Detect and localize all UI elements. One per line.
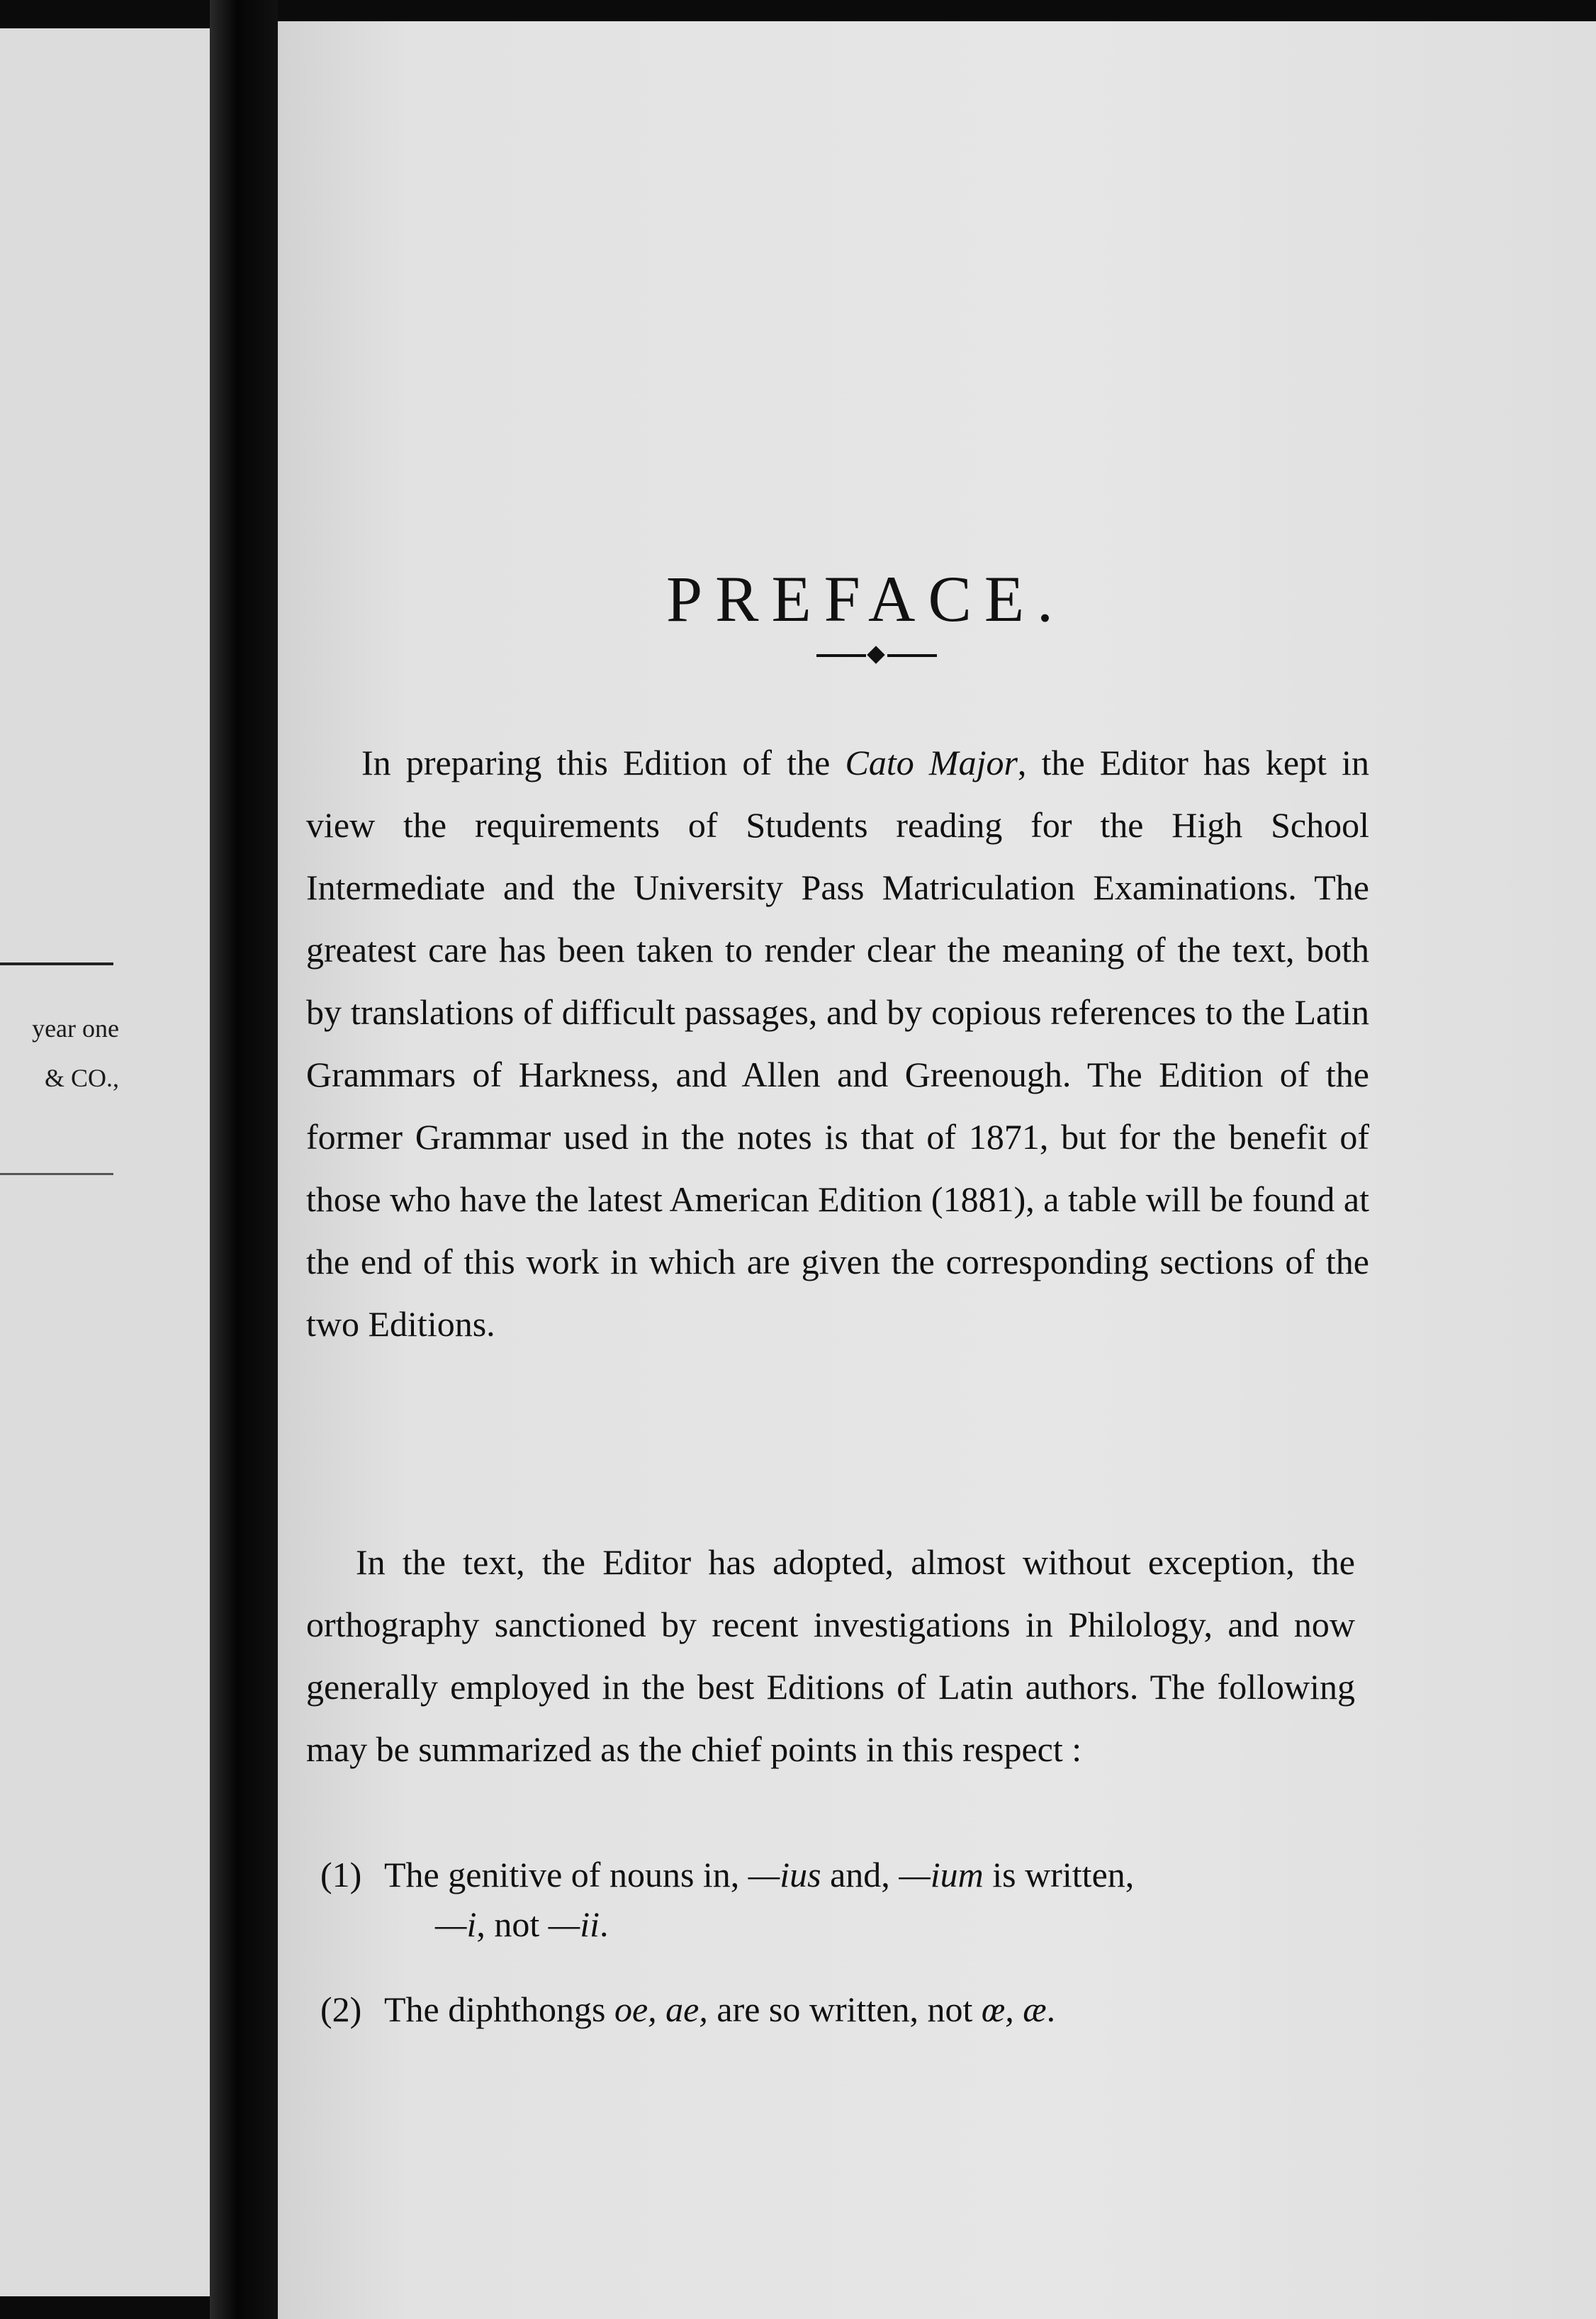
list-item-2-text-a: The diphthongs bbox=[384, 1989, 614, 2029]
preface-page bbox=[278, 21, 1596, 2319]
ornament-diamond-icon bbox=[867, 646, 884, 663]
list-item-2-text-c: . bbox=[1046, 1989, 1056, 2029]
list-item-2-number: (2) bbox=[320, 1989, 362, 2029]
paragraph-1-text-b: , the Editor has kept in view the requirements of Students reading for the High School Intermediate and the University Pass Matriculation Examinations. The greatest care has been taken to render clear the meaning of the text, both by translations of difficult passages, and by copious references to the Latin Grammars of Harkness, and Allen and Greenough. The Edition of the former Grammar used in the notes is that of 1871, but for the benefit of those who have the latest American Edition (1881), a table will be found at the end of this work in which are given the corresponding sections of the two Editions. bbox=[306, 743, 1369, 1344]
list-item-1-ital-c: —i bbox=[435, 1904, 477, 1944]
list-item-1-text-a: The genitive of nouns in, bbox=[384, 1855, 748, 1894]
paragraph-1 bbox=[306, 731, 1369, 1355]
left-page-fragment-1: year one bbox=[32, 1014, 119, 1043]
list-item-1-text-b: and, bbox=[821, 1855, 899, 1894]
paragraph-1-text-a: In preparing this Edition of the bbox=[361, 743, 845, 782]
book-gutter bbox=[210, 0, 278, 2319]
list-item-2-text-b: are so written, not bbox=[707, 1989, 982, 2029]
list-item-2-ital-b: œ, æ bbox=[981, 1989, 1047, 2029]
paragraph-2: In the text, the Editor has adopted, almost without exception, the orthography sanctioned by recent investigations in Philology, and now generally employed in the best Editions of Latin authors. The following may be summarized as the chief points in this respect : bbox=[306, 1542, 1355, 1769]
left-page-rule-bottom bbox=[0, 1173, 113, 1175]
list-item-1-number: (1) bbox=[320, 1855, 362, 1894]
left-page-rule-top bbox=[0, 962, 113, 965]
list-item-1-text-e: . bbox=[600, 1904, 609, 1944]
ornament-line-right bbox=[887, 654, 937, 657]
page-title: PREFACE. bbox=[665, 562, 1067, 635]
list-item-1-ital-b: —ium bbox=[899, 1855, 984, 1894]
list-item-1-text-c: is written, bbox=[983, 1855, 1135, 1894]
title-ornament bbox=[816, 645, 937, 666]
list-item-2-ital-a: oe, ae, bbox=[614, 1989, 708, 2029]
ornament-line-left bbox=[816, 654, 866, 657]
list-item-1-text-d: , not bbox=[476, 1904, 549, 1944]
list-item-1-ital-a: —ius bbox=[748, 1855, 821, 1894]
paragraph-1-italic-title: Cato Major bbox=[845, 743, 1018, 782]
list-item-1-continuation bbox=[320, 1899, 1341, 1949]
list-item-2 bbox=[320, 1984, 1341, 2034]
left-facing-page bbox=[0, 28, 213, 2296]
left-page-fragment-2: & CO., bbox=[44, 1064, 119, 1092]
list-item-1 bbox=[320, 1850, 1341, 1949]
list-item-1-ital-d: —ii bbox=[548, 1904, 600, 1944]
